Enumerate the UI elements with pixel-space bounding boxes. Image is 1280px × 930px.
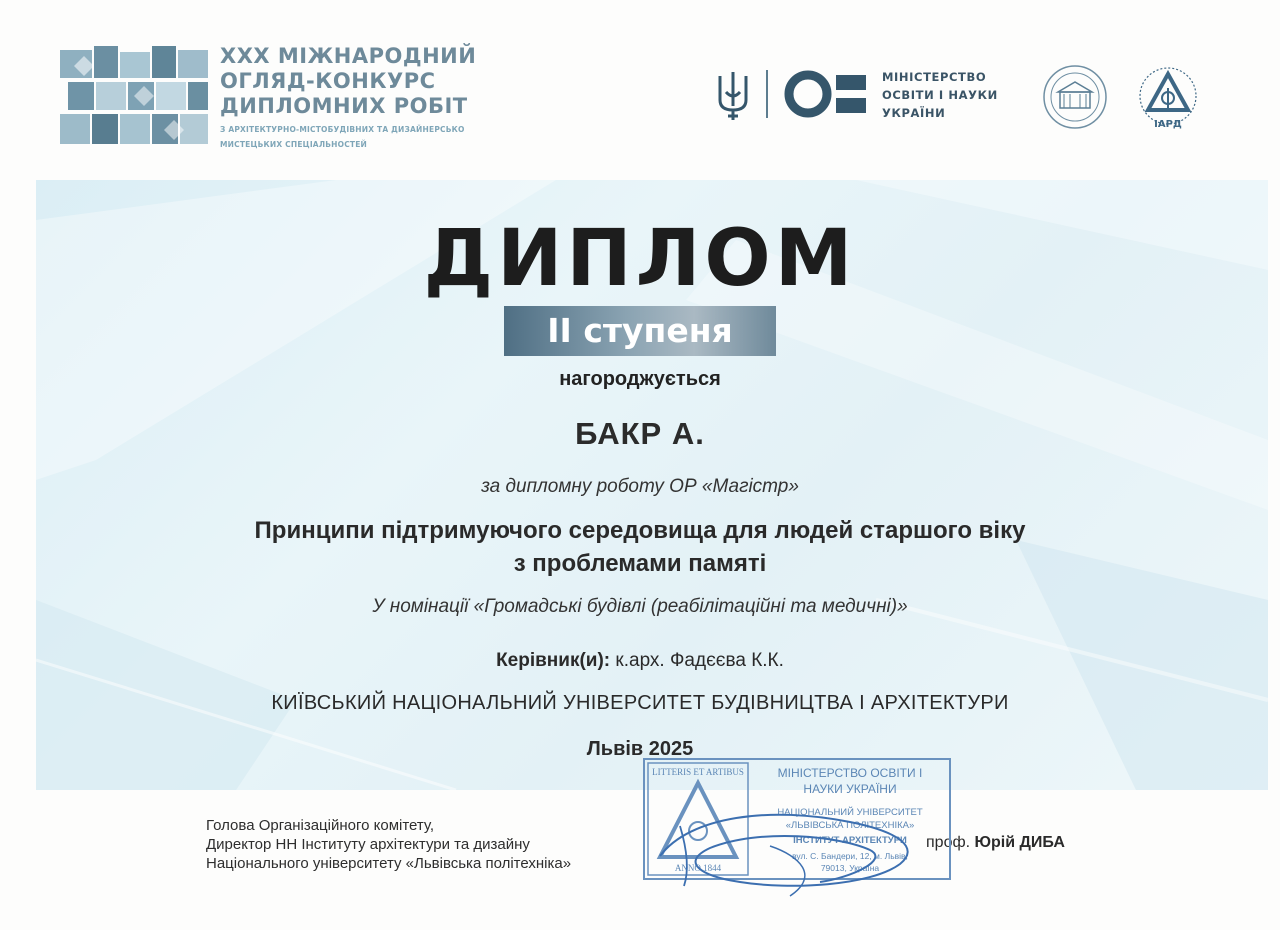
competition-logo-icon xyxy=(60,46,208,146)
degree-badge-wrap xyxy=(0,306,1280,358)
work-title-line-2: з проблемами памяті xyxy=(513,550,767,577)
supervisor-value: к.арх. Фадєєва К.К. xyxy=(610,650,784,671)
trident-icon xyxy=(716,70,750,122)
iard-logo-text: ІАРД xyxy=(1154,119,1182,130)
logo-subtitle-2: МИСТЕЦЬКИХ СПЕЦІАЛЬНОСТЕЙ xyxy=(220,140,368,149)
supervisor xyxy=(0,650,1280,672)
awarded-text: нагороджується xyxy=(559,368,721,390)
logo-subtitle-1: З АРХІТЕКТУРНО-МІСТОБУДІВНИХ ТА ДИЗАЙНЕРСЬКО xyxy=(220,125,465,134)
stamp-motto: LITTERIS ET ARTIBUS xyxy=(652,767,744,777)
signatory-line-2: Директор НН Інституту архітектури та дизайну xyxy=(206,836,530,853)
logo-line-1: XXX МІЖНАРОДНИЙ xyxy=(220,44,477,68)
work-title xyxy=(0,514,1280,580)
signatory-title: проф. xyxy=(926,834,971,851)
degree-badge: ІІ ступеня xyxy=(504,306,776,356)
signatory-position xyxy=(206,816,666,873)
recipient-name: БАКР А. xyxy=(575,416,705,451)
stamp-ministry-1: МІНІСТЕРСТВО ОСВІТИ І xyxy=(777,766,923,780)
ministry-separator xyxy=(766,70,768,118)
stamp-address-1: вул. С. Бандери, 12, м. Львів, xyxy=(792,851,908,861)
supervisor-label: Керівник(и): xyxy=(496,650,611,671)
ministry-line-1: МІНІСТЕРСТВО xyxy=(882,70,987,84)
ministry-line-3: УКРАЇНИ xyxy=(882,106,946,120)
ministry-logo-icon xyxy=(784,70,868,118)
city-year: Львів 2025 xyxy=(586,738,694,760)
stamp-university-1: НАЦІОНАЛЬНИЙ УНІВЕРСИТЕТ xyxy=(777,807,923,818)
competition-logo xyxy=(60,44,500,154)
competition-logo-text xyxy=(220,44,510,149)
handwritten-signature xyxy=(650,786,950,906)
logo-line-2: ОГЛЯД-КОНКУРС xyxy=(220,69,436,93)
work-type: за дипломну роботу ОР «Магістр» xyxy=(481,476,799,497)
stamp-university-2: «ЛЬВІВСЬКА ПОЛІТЕХНІКА» xyxy=(785,820,915,831)
logo-line-3: ДИПЛОМНИХ РОБІТ xyxy=(220,94,468,118)
stamp-year: ANNO 1844 xyxy=(674,863,722,873)
university-name: КИЇВСЬКИЙ НАЦІОНАЛЬНИЙ УНІВЕРСИТЕТ БУДІВНИЦТВА І АРХІТЕКТУРИ xyxy=(271,692,1009,714)
ministry-logos xyxy=(716,64,1216,134)
lviv-polytechnic-seal-icon xyxy=(1042,64,1108,130)
iard-logo-icon xyxy=(1134,64,1202,130)
signatory-line-1: Голова Організаційного комітету, xyxy=(206,817,435,834)
stamp-institute: ІНСТИТУТ АРХІТЕКТУРИ xyxy=(793,835,907,846)
signatory-full-name: Юрій ДИБА xyxy=(970,834,1065,851)
ministry-name xyxy=(882,68,1032,122)
stamp-address-2: 79013, Україна xyxy=(820,863,880,873)
signatory-line-3: Національного університету «Львівська політехніка» xyxy=(206,855,572,872)
ministry-line-2: ОСВІТИ І НАУКИ xyxy=(882,88,998,102)
stamp-ministry-2: НАУКИ УКРАЇНИ xyxy=(803,782,897,796)
diploma-title: ДИПЛОМ xyxy=(423,214,857,304)
nomination: У номінації «Громадські будівлі (реабілітаційні та медичні)» xyxy=(372,596,908,617)
work-title-line-1: Принципи підтримуючого середовища для людей старшого віку xyxy=(254,517,1026,544)
